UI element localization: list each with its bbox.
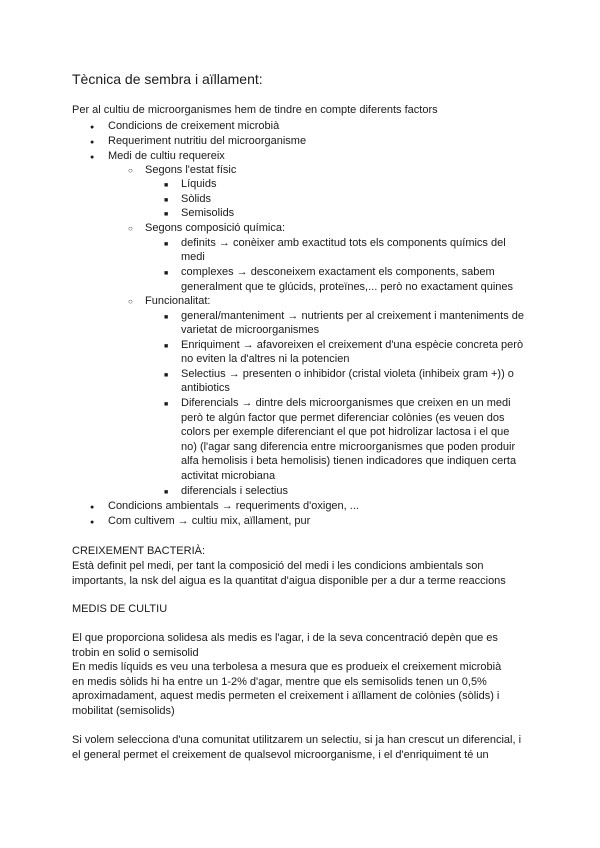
bullet-square-icon (164, 338, 168, 354)
list-item-cont: colors per exemple diferenciant el que pot hidrolizar lactosa i el que (181, 426, 510, 438)
bullet-square-icon (164, 265, 168, 281)
bullet-square-icon (164, 177, 168, 193)
list-item: Condicions ambientals → requeriments d'oxigen, ... (108, 500, 359, 512)
list-item: Líquids (181, 178, 217, 190)
paragraph-line: Si volem selecciona d'una comunitat utilitzarem un selectiu, si ja han crescut un diferencial, i (72, 734, 522, 746)
paragraph-line: mobilitat (semisolids) (72, 705, 175, 717)
bullet-disc-icon (90, 499, 94, 515)
bullet-disc-icon (90, 149, 94, 165)
paragraph-line: aproximadament, aquest medis permeten el creixement i aïllament de colònies (sòlids) i (72, 690, 500, 702)
bullet-square-icon (164, 236, 168, 252)
paragraph-line: trobin en solid o semisolid (72, 647, 199, 659)
list-item: Selectius → presenten o inhibidor (cristal violeta (inhibeix gram +)) o (181, 368, 514, 380)
bullet-square-icon (164, 367, 168, 383)
list-item: Requeriment nutritiu del microorganisme (108, 135, 307, 147)
list-item: definits → conèixer amb exactitud tots els components químics del (181, 237, 506, 249)
bullet-disc-icon (90, 119, 94, 135)
paragraph-line: en medis sòlids hi ha entre un 1-2% d'agar, mentre que els semisolids tenen un 0,5% (72, 676, 487, 688)
list-item: Com cultivem → cultiu mix, aïllament, pur (108, 515, 311, 527)
list-item: Medi de cultiu requereix (108, 150, 225, 162)
section-heading: MEDIS DE CULTIU (72, 603, 168, 615)
bullet-square-icon (164, 396, 168, 412)
bullet-circle-icon (128, 221, 133, 236)
list-item-cont: no eviten la d'altres ni la potencien (181, 353, 350, 365)
list-item: complexes → desconeixem exactament els components, sabem (181, 266, 495, 278)
list-item-cont: medi (181, 251, 205, 263)
list-item-cont: antibiotics (181, 382, 230, 394)
list-item-cont: però te algún factor que permet diferenciar colònies (es veuen dos (181, 412, 505, 424)
section-heading: CREIXEMENT BACTERIÀ: (72, 545, 206, 557)
bullet-disc-icon (90, 134, 94, 150)
paragraph-line: En medis líquids es veu una terbolesa a mesura que es produeix el creixement microbià (72, 661, 502, 673)
list-item: Sòlids (181, 193, 211, 205)
bullet-square-icon (164, 484, 168, 500)
list-item-cont: generalment que te glúcids, proteïnes,... però no exactament quines (181, 281, 514, 293)
paragraph-line: importants, la nsk del aigua es la quantitat d'aigua disponible per a dur a terme reaccions (72, 575, 506, 587)
paragraph-line: el general permet el creixement de qualsevol microorganisme, i el d'enriquiment té un (72, 749, 489, 761)
list-item-cont: varietat de microorganismes (181, 324, 320, 336)
list-item-cont: no) (l'agar sang diferencia entre microorganismes que poden produir (181, 441, 516, 453)
bullet-square-icon (164, 309, 168, 325)
intro-text: Per al cultiu de microorganismes hem de tindre en compte diferents factors (72, 104, 438, 116)
list-item: Segons composició química: (145, 222, 286, 234)
bullet-disc-icon (90, 514, 94, 530)
paragraph-line: El que proporciona solidesa als medis es l'agar, i de la seva concentració depèn que es (72, 632, 498, 644)
bullet-circle-icon (128, 294, 133, 309)
bullet-circle-icon (128, 163, 133, 178)
page-title: Tècnica de sembra i aïllament: (72, 71, 263, 87)
list-item: Condicions de creixement microbià (108, 120, 280, 132)
list-item-cont: activitat microbiana (181, 470, 276, 482)
list-item: diferencials i selectius (181, 485, 288, 497)
list-item: Semisolids (181, 207, 235, 219)
list-item: Enriquiment → afavoreixen el creixement d'una espècie concreta però (181, 339, 524, 351)
list-item-cont: alfa hemolisis i beta hemolisis) tienen indicadores que indiquen certa (181, 455, 517, 467)
bullet-square-icon (164, 206, 168, 222)
list-item: Segons l'estat físic (145, 164, 237, 176)
list-item: Funcionalitat: (145, 295, 211, 307)
list-item: general/manteniment → nutrients per al creixement i manteniments de (181, 310, 525, 322)
list-item: Diferencials → dintre dels microorganismes que creixen en un medi (181, 397, 511, 409)
paragraph-line: Està definit pel medi, per tant la composició del medi i les condicions ambientals son (72, 560, 484, 572)
